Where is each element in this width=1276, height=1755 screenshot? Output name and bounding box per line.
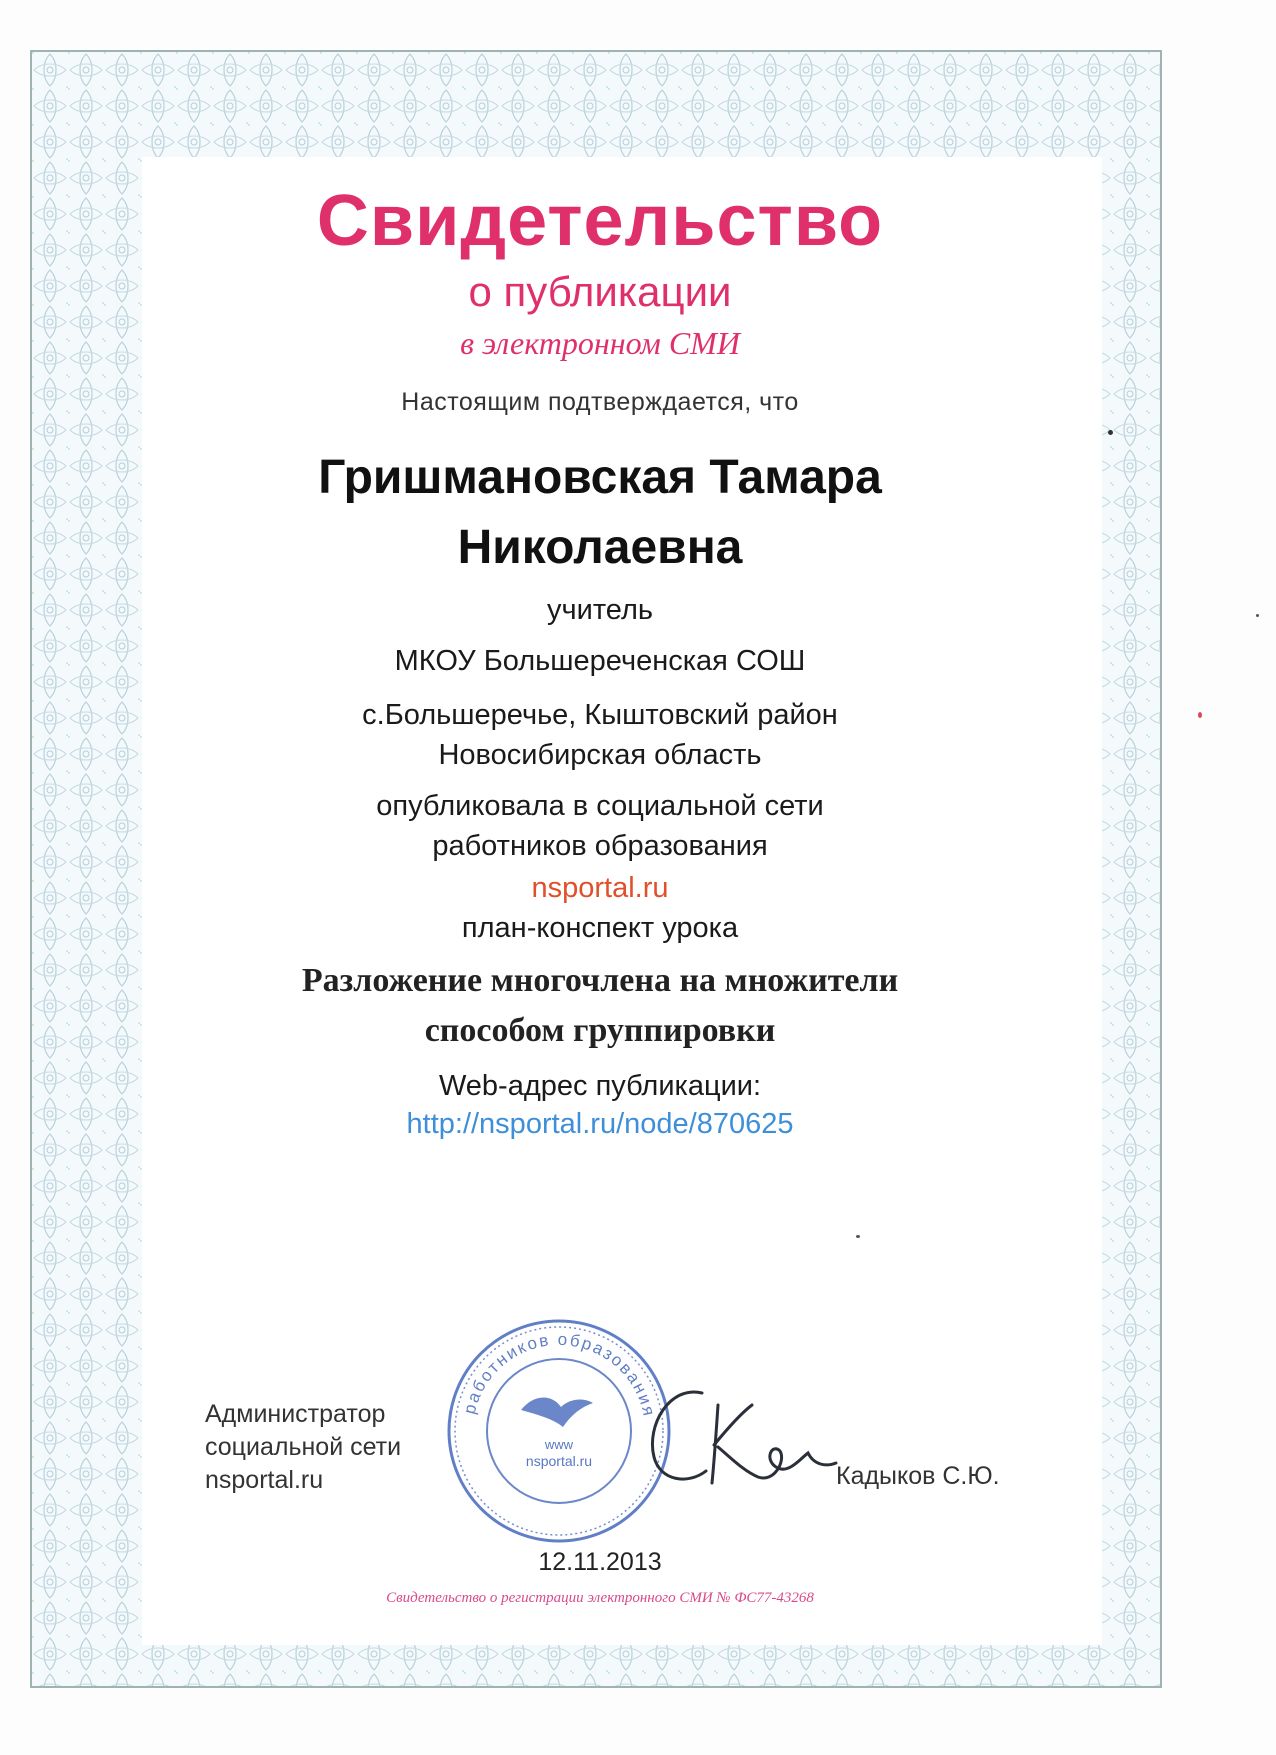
recipient-name-line2: Николаевна [457, 521, 743, 574]
handwritten-signature [640, 1375, 850, 1505]
recipient-school: МКОУ Большереченская СОШ [394, 645, 806, 677]
recipient-name-line1: Гришмановская Тамара [318, 451, 882, 504]
published-text-line2: работников образования [432, 830, 768, 862]
recipient-place-line2: Новосибирская область [438, 739, 762, 771]
media-registration-note: Свидетельство о регистрации электронного СМИ № ФС77-43268 [386, 1590, 814, 1606]
work-type: план-конспект урока [461, 912, 739, 944]
seal-bird-icon [521, 1398, 593, 1427]
work-title-line1: Разложение многочлена на множители [301, 962, 899, 999]
signer-name: Кадыков С.Ю. [836, 1462, 1000, 1490]
confirmation-text: Настоящим подтверждается, что [401, 388, 799, 416]
seal-site: nsportal.ru [525, 1453, 593, 1469]
administrator-block [205, 1398, 435, 1497]
certificate-subtitle-italic: в электронном СМИ [460, 325, 740, 361]
scan-speck [1198, 712, 1202, 718]
work-title-line2: способом группировки [424, 1012, 776, 1049]
published-text-line1: опубликовала в социальной сети [376, 790, 824, 822]
certificate-subtitle: о публикации [468, 268, 732, 315]
scan-speck [1256, 614, 1259, 617]
scan-speck [1108, 430, 1113, 435]
admin-line2: социальной сети [205, 1433, 402, 1461]
admin-line1: Администратор [205, 1400, 386, 1428]
web-address-link[interactable]: http://nsportal.ru/node/870625 [406, 1108, 794, 1140]
seal-ring-text: работников образования [459, 1329, 659, 1420]
seal-www: www [544, 1437, 574, 1452]
admin-line3: nsportal.ru [205, 1466, 324, 1494]
recipient-place-line1: с.Большеречье, Кыштовский район [362, 699, 838, 731]
issue-date: 12.11.2013 [538, 1548, 662, 1576]
site-name: nsportal.ru [531, 872, 669, 904]
certificate-title: Свидетельство [316, 181, 884, 261]
web-address-label: Web-адрес публикации: [438, 1070, 762, 1102]
recipient-role: учитель [547, 594, 653, 626]
scan-speck [856, 1235, 860, 1238]
